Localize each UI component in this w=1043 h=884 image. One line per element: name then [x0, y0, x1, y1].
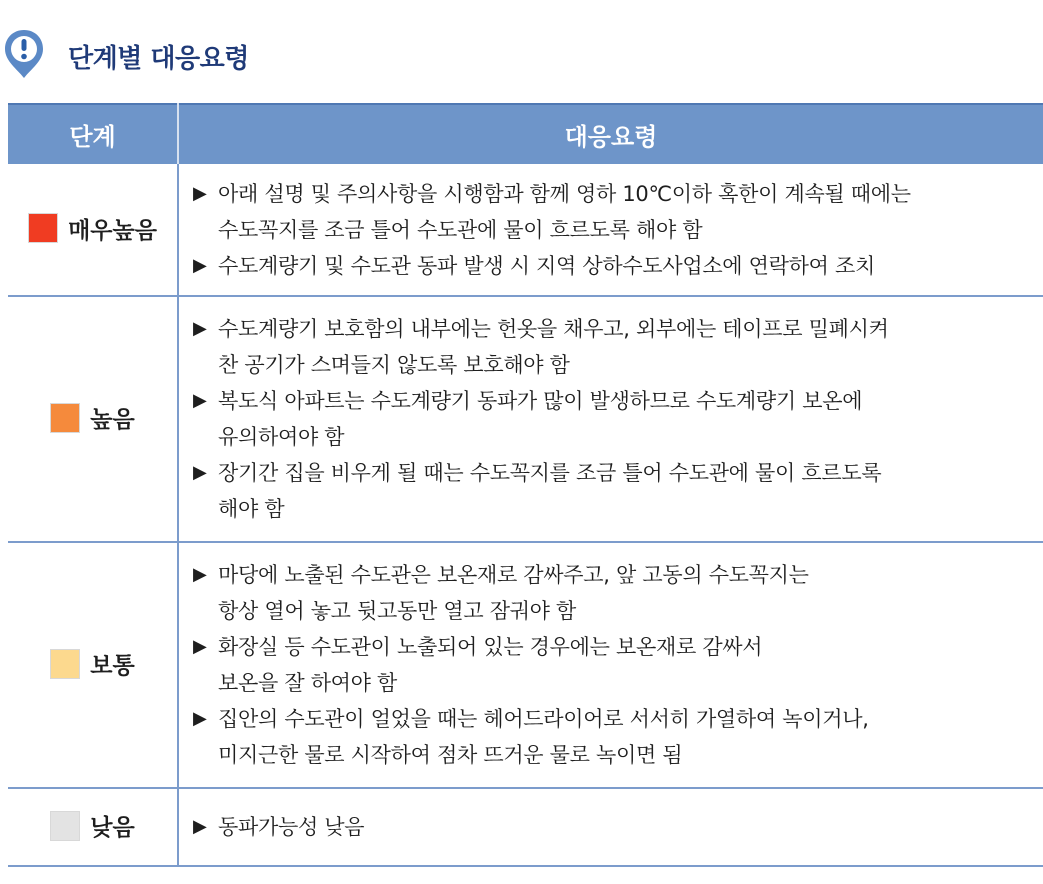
stage-label-group — [28, 212, 157, 245]
triangle-bullet-icon: ▶ — [193, 636, 207, 657]
guide-cell — [178, 296, 1043, 542]
guide-item-text: 화장실 등 수도관이 노출되어 있는 경우에는 보온재로 감싸서 보온을 잘 하여야 함 — [218, 635, 763, 695]
stage-color-swatch — [50, 811, 80, 841]
stage-cell — [8, 164, 178, 296]
list-item — [193, 311, 1043, 383]
triangle-bullet-icon: ▶ — [193, 564, 207, 585]
guide-list — [179, 557, 1043, 773]
stage-level-label: 높음 — [90, 407, 135, 434]
guide-list — [179, 311, 1043, 527]
stage-color-swatch — [28, 213, 58, 243]
guide-list — [179, 809, 1043, 845]
triangle-bullet-icon: ▶ — [193, 708, 207, 729]
column-header-stage: 단계 — [8, 104, 178, 164]
table-row — [8, 542, 1043, 788]
triangle-bullet-icon: ▶ — [193, 390, 207, 411]
stage-label-group — [50, 647, 134, 680]
stage-cell — [8, 788, 178, 866]
column-header-guide: 대응요령 — [178, 104, 1043, 164]
triangle-bullet-icon: ▶ — [193, 318, 207, 339]
guide-item-text: 동파가능성 낮음 — [218, 815, 365, 839]
stage-color-swatch — [50, 649, 80, 679]
list-item — [193, 455, 1043, 527]
table-row — [8, 788, 1043, 866]
stage-level-label: 매우높음 — [68, 217, 157, 244]
list-item — [193, 557, 1043, 629]
triangle-bullet-icon: ▶ — [193, 254, 207, 276]
page-title: 단계별 대응요령 — [68, 44, 249, 74]
guide-list — [179, 176, 1043, 284]
guide-cell — [178, 542, 1043, 788]
guide-cell — [178, 788, 1043, 866]
guide-item-text: 마당에 노출된 수도관은 보온재로 감싸주고, 앞 고동의 수도꼭지는 항상 열어 놓고 뒷고동만 열고 잠궈야 함 — [218, 563, 809, 623]
stage-level-label: 낮음 — [90, 815, 135, 842]
triangle-bullet-icon: ▶ — [193, 182, 207, 204]
table-row — [8, 164, 1043, 296]
guide-item-text: 수도계량기 및 수도관 동파 발생 시 지역 상하수도사업소에 연락하여 조치 — [218, 253, 875, 278]
stage-level-label: 보통 — [90, 653, 135, 680]
triangle-bullet-icon: ▶ — [193, 816, 207, 837]
guide-cell — [178, 164, 1043, 296]
table-header-row — [8, 104, 1043, 164]
guide-item-text: 장기간 집을 비우게 될 때는 수도꼭지를 조금 틀어 수도관에 물이 흐르도록 해야 함 — [218, 461, 882, 521]
list-item — [193, 248, 1043, 284]
stage-cell — [8, 296, 178, 542]
guide-item-text: 아래 설명 및 주의사항을 시행함과 함께 영하 10℃이하 혹한이 계속될 때에는 수도꼭지를 조금 틀어 수도관에 물이 흐르도록 해야 함 — [218, 181, 911, 242]
table-row — [8, 296, 1043, 542]
stage-label-group — [50, 809, 134, 842]
guide-item-text: 수도계량기 보호함의 내부에는 헌옷을 채우고, 외부에는 테이프로 밀폐시켜 찬 공기가 스며들지 않도록 보호해야 함 — [218, 317, 889, 377]
list-item — [193, 383, 1043, 455]
alert-location-pin-icon — [2, 28, 46, 80]
list-item — [193, 176, 1043, 248]
response-guide-table — [8, 103, 1043, 867]
stage-color-swatch — [50, 403, 80, 433]
list-item — [193, 629, 1043, 701]
triangle-bullet-icon: ▶ — [193, 462, 207, 483]
guide-item-text: 집안의 수도관이 얼었을 때는 헤어드라이어로 서서히 가열하여 녹이거나, 미지근한 물로 시작하여 점차 뜨거운 물로 녹이면 됨 — [218, 707, 869, 767]
stage-label-group — [50, 401, 134, 434]
list-item — [193, 701, 1043, 773]
stage-cell — [8, 542, 178, 788]
list-item — [193, 809, 1043, 845]
guide-item-text: 복도식 아파트는 수도계량기 동파가 많이 발생하므로 수도계량기 보온에 유의하여야 함 — [218, 389, 863, 449]
